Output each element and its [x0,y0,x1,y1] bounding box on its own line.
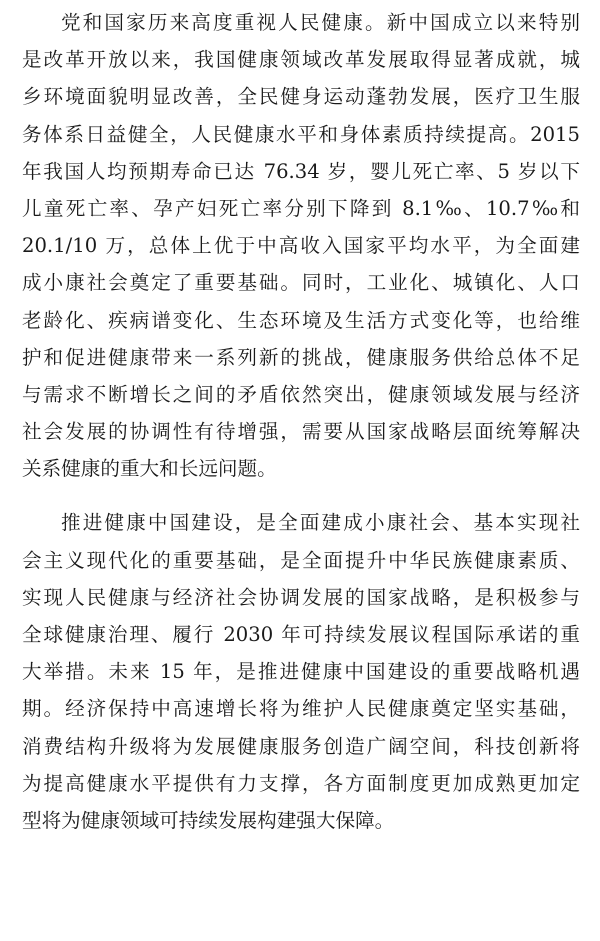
paragraph-line: 成小康社会奠定了重要基础。同时，工业化、城镇化、人口 [22,271,580,295]
paragraph-line: 会主义现代化的重要基础，是全面提升中华民族健康素质、 [22,548,580,572]
paragraph-line: 年我国人均预期寿命已达 76.34 岁，婴儿死亡率、5 岁以下 [22,159,580,183]
paragraph-line: 与需求不断增长之间的矛盾依然突出，健康领域发展与经济 [22,382,580,406]
paragraph-line: 乡环境面貌明显改善，全民健身运动蓬勃发展，医疗卫生服 [22,85,580,109]
paragraph-line: 大举措。未来 15 年，是推进健康中国建设的重要战略机遇 [22,660,580,684]
paragraph-line: 老龄化、疾病谱变化、生态环境及生活方式变化等，也给维 [22,308,580,332]
paragraph-1 [22,4,580,487]
paragraph-line: 护和促进健康带来一系列新的挑战，健康服务供给总体不足 [22,345,580,369]
paragraph-line: 务体系日益健全，人民健康水平和身体素质持续提高。2015 [22,122,580,146]
paragraph-line: 党和国家历来高度重视人民健康。新中国成立以来特别 [61,11,580,34]
paragraph-line: 社会发展的协调性有待增强，需要从国家战略层面统筹解决 [22,420,580,444]
paragraph-line: 全球健康治理、履行 2030 年可持续发展议程国际承诺的重 [22,623,580,646]
paragraph-line: 关系健康的重大和长远问题。 [22,457,277,481]
paragraph-line: 20.1/10 万，总体上优于中高收入国家平均水平，为全面建 [22,234,580,258]
paragraph-line: 是改革开放以来，我国健康领域改革发展取得显著成就，城 [22,48,580,72]
paragraph-line: 为提高健康水平提供有力支撑，各方面制度更加成熟更加定 [22,771,580,795]
paragraph-line: 消费结构升级将为发展健康服务创造广阔空间，科技创新将 [22,734,580,758]
paragraph-line: 推进健康中国建设，是全面建成小康社会、基本实现社 [61,511,580,535]
paragraph-line: 儿童死亡率、孕产妇死亡率分别下降到 8.1‰、10.7‰和 [22,196,580,220]
paragraph-line: 实现人民健康与经济社会协调发展的国家战略，是积极参与 [22,585,580,609]
paragraph-2 [22,504,580,839]
paragraph-line: 型将为健康领域可持续发展构建强大保障。 [22,808,395,832]
paragraph-line: 期。经济保持中高速增长将为维护人民健康奠定坚实基础， [22,697,580,721]
paragraph-spacer [22,487,580,504]
